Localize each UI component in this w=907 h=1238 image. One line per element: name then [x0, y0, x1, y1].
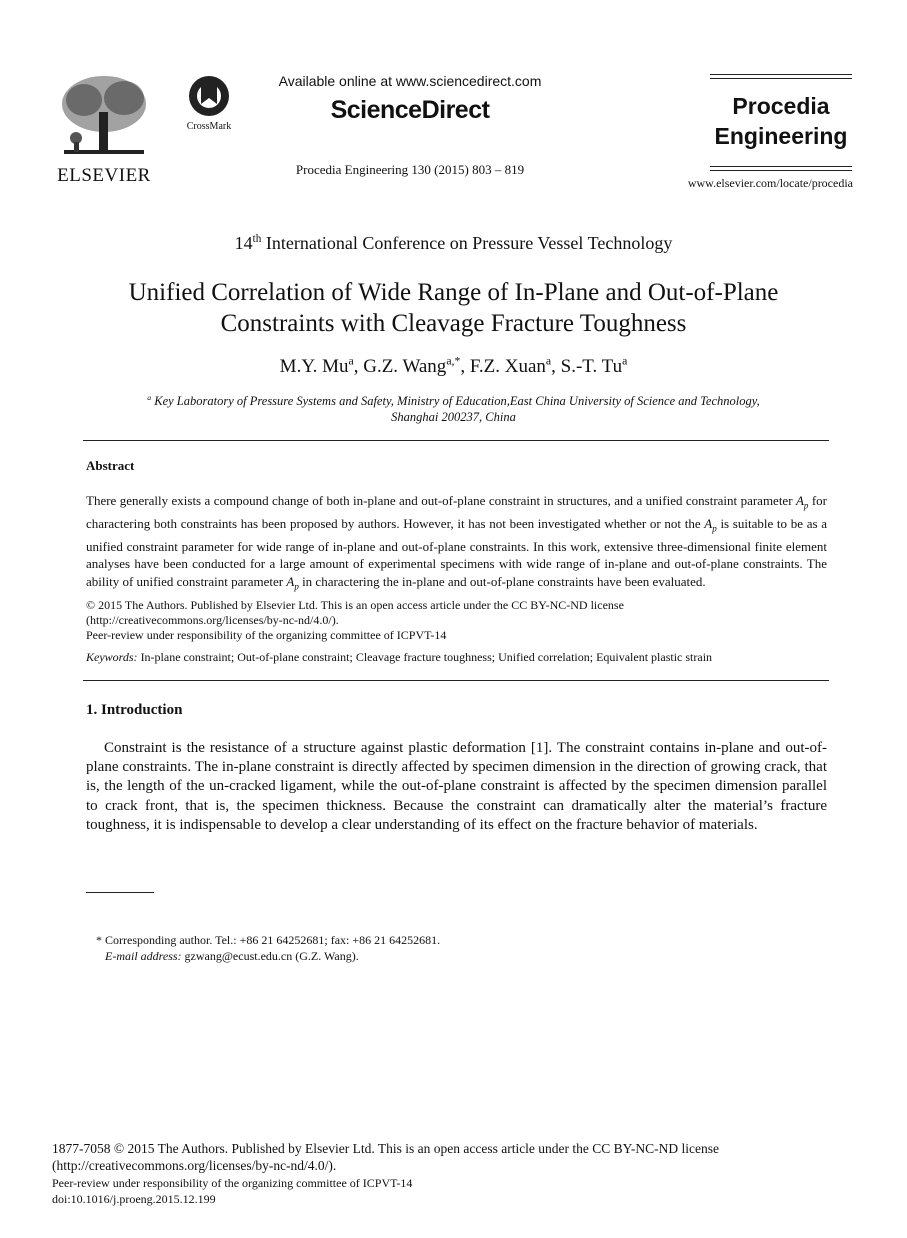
- author-affiliation-mark: a,*: [446, 354, 461, 368]
- journal-name-line1: Procedia: [732, 93, 830, 119]
- introduction-paragraph: Constraint is the resistance of a structure against plastic deformation [1]. The constraint contains in-plane and out-of-plane constraints. The in-plane constraint is directly affected by specimen dimension in the direction of growing crack, that is, the length of the un-cracked ligament, while the out-of-plane constraint is affected by the specimen dimension parallel to crack front, that is, the specimen thickness. Because the constraint can dramatically alter the material’s fracture toughness, it is indispensable to develop a clear understanding of its effect on the fracture behavior of materials.: [86, 740, 827, 833]
- conference-ordinal: th: [252, 233, 262, 245]
- symbol-ap: $A_p$: [704, 516, 717, 534]
- author-affiliation-mark: a: [348, 354, 354, 368]
- copyright-line: © 2015 The Authors. Published by Elsevier Ltd. This is an open access article under the CC BY-NC-ND license: [86, 598, 624, 612]
- author-name: F.Z. Xuan: [469, 356, 546, 377]
- symbol-ap: $A_p$: [795, 493, 809, 511]
- keywords-label: Keywords:: [86, 650, 138, 664]
- available-online[interactable]: Available online at www.sciencedirect.com: [278, 73, 542, 89]
- affiliation-line1: Key Laboratory of Pressure Systems and Safety, Ministry of Education,East China University of Science and Technology,: [151, 394, 760, 408]
- elsevier-logo: [54, 72, 154, 186]
- license-link[interactable]: (http://creativecommons.org/licenses/by-nc-nd/4.0/).: [86, 613, 339, 627]
- author-affiliation-mark: a: [622, 354, 628, 368]
- crossmark-label: CrossMark: [186, 121, 232, 132]
- crossmark-icon: [186, 74, 232, 118]
- footer-doi[interactable]: doi:10.1016/j.proeng.2015.12.199: [52, 1192, 216, 1206]
- divider-bottom: [83, 680, 829, 681]
- paper-title-line2: Constraints with Cleavage Fracture Toughness: [220, 310, 687, 337]
- footnote: [96, 933, 796, 964]
- paper-title-line1: Unified Correlation of Wide Range of In-Plane and Out-of-Plane: [128, 279, 779, 306]
- journal-url[interactable]: www.elsevier.com/locate/procedia: [687, 176, 853, 190]
- author-name: G.Z. Wang: [363, 356, 447, 377]
- elsevier-tree-logo: [54, 72, 154, 158]
- abstract-heading: Abstract: [86, 458, 135, 473]
- peer-review-notice: Peer-review under responsibility of the organizing committee of ICPVT-14: [86, 628, 447, 642]
- crossmark-badge[interactable]: [180, 74, 238, 134]
- paper-title: [0, 277, 907, 339]
- journal-rule-bottom: [710, 166, 852, 171]
- publisher-logo-text: ELSEVIER: [57, 165, 151, 186]
- footer-license-line: 1877-7058 © 2015 The Authors. Published by Elsevier Ltd. This is an open access article under the CC BY-NC-ND license: [52, 1141, 720, 1156]
- keywords-list: In-plane constraint; Out-of-plane constraint; Cleavage fracture toughness; Unified correlation; Equivalent plastic strain: [137, 650, 713, 664]
- footer-license-link[interactable]: (http://creativecommons.org/licenses/by-nc-nd/4.0/).: [52, 1158, 337, 1173]
- journal-reference: Procedia Engineering 130 (2015) 803 – 819: [295, 162, 525, 177]
- author-name: S.-T. Tu: [560, 356, 623, 377]
- journal-rule-top: [710, 74, 852, 79]
- conference-name: [0, 233, 907, 254]
- email-label: E-mail address:: [105, 948, 182, 963]
- affiliation: [0, 393, 907, 425]
- symbol-ap: $A_p$: [286, 573, 299, 592]
- copyright-notice: [86, 598, 827, 628]
- affiliation-mark: a: [147, 392, 152, 402]
- keywords: [86, 650, 827, 665]
- author-name: M.Y. Mu: [279, 356, 349, 377]
- corresponding-author: * Corresponding author. Tel.: +86 21 64252681; fax: +86 21 64252681.: [96, 933, 441, 947]
- divider-top: [83, 440, 829, 441]
- conference-number: 14: [234, 233, 253, 253]
- abstract-body: There generally exists a compound change of both in-plane and out-of-plane constraint in structures, and a unified constraint parameter $A_p$ for charactering both constraints has been proposed by authors. However, it has not been investigated whether or not the $A_p$ is suitable to be as a unified constraint parameter for wide range of in-plane and out-of-plane constraints. In this work, extensive three-dimensional finite element analyses have been conducted for a large amount of experimental specimens with wide range of in-plane and out-of-plane constraints. The ability of unified constraint parameter $A_p$ in charactering the in-plane and out-of-plane constraints have been evaluated.: [86, 493, 827, 592]
- section-heading-introduction: 1. Introduction: [86, 702, 183, 718]
- footnote-rule: [86, 892, 154, 893]
- page-footer: [52, 1140, 852, 1207]
- email-address[interactable]: gzwang@ecust.edu.cn (G.Z. Wang).: [181, 948, 359, 963]
- affiliation-line2: Shanghai 200237, China: [391, 410, 516, 424]
- journal-name-line2: Engineering: [714, 123, 848, 149]
- conference-title: International Conference on Pressure Vessel Technology: [261, 233, 673, 253]
- sciencedirect-brand[interactable]: ScienceDirect: [330, 96, 490, 124]
- footer-peer-review: Peer-review under responsibility of the organizing committee of ICPVT-14: [52, 1176, 413, 1190]
- author-affiliation-mark: a: [545, 354, 552, 368]
- author-list: M.Y. Mu$^a$, G.Z. Wang$^{a,*}$, F.Z. Xuan$^a$, S.-T. Tu$^a$: [279, 354, 628, 377]
